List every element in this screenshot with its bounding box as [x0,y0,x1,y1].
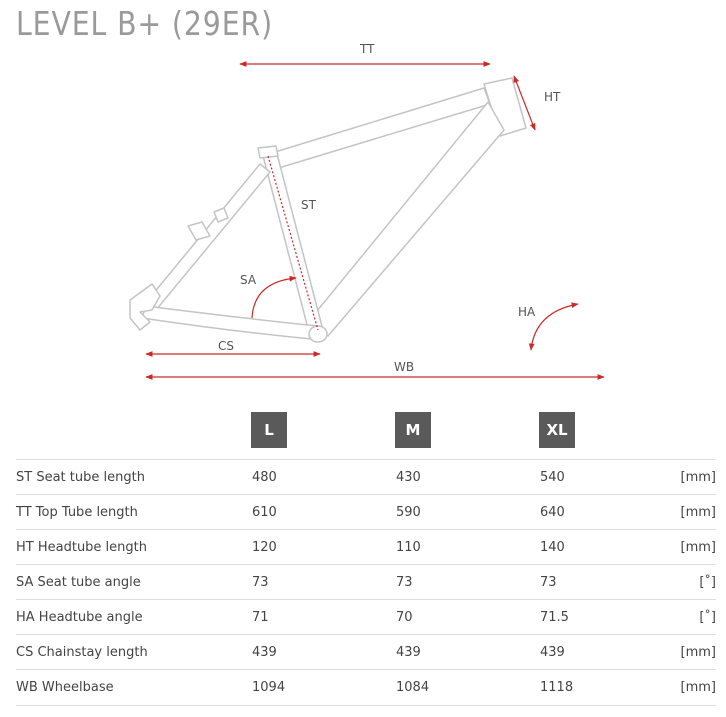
value-xl: 640 [540,505,565,520]
ha-angle-arc [531,304,578,350]
value-xl: 439 [540,645,565,660]
table-row-cs [16,634,716,670]
value-m: 430 [396,470,421,485]
value-m: 73 [396,575,413,590]
value-l: 71 [252,610,269,625]
size-header-m: M [395,412,431,448]
cs-label: CS [218,339,234,353]
row-label: TT Top Tube length [16,505,138,520]
row-label: CS Chainstay length [16,645,148,660]
unit: [˚] [699,575,716,590]
sa-angle-arc [252,278,296,318]
row-label: HA Headtube angle [16,610,143,625]
unit: [mm] [680,680,716,695]
value-xl: 1118 [540,680,574,695]
row-label: SA Seat tube angle [16,575,141,590]
value-l: 1094 [252,680,286,695]
unit: [mm] [680,470,716,485]
value-m: 439 [396,645,421,660]
table-row-st [16,459,716,495]
value-xl: 540 [540,470,565,485]
seat-tube [262,150,324,336]
wb-label: WB [394,360,415,374]
value-m: 590 [396,505,421,520]
value-xl: 73 [540,575,557,590]
unit: [mm] [680,505,716,520]
table-row-ht [16,529,716,565]
ha-label: HA [518,305,536,319]
table-row-ha [16,599,716,635]
bike-frame [130,78,526,342]
row-label: ST Seat tube length [16,470,145,485]
table-row-tt [16,494,716,530]
row-label: HT Headtube length [16,540,147,555]
value-l: 439 [252,645,277,660]
value-xl: 140 [540,540,565,555]
unit: [˚] [699,610,716,625]
value-l: 480 [252,470,277,485]
ht-label: HT [544,90,561,104]
table-row-wb [16,669,716,706]
brake-mount [188,222,210,240]
unit: [mm] [680,540,716,555]
row-label: WB Wheelbase [16,680,114,695]
bottom-bracket [309,326,327,342]
chainstay [142,306,322,340]
value-l: 73 [252,575,269,590]
size-header-xl: XL [539,412,575,448]
value-l: 120 [252,540,277,555]
value-m: 70 [396,610,413,625]
unit: [mm] [680,645,716,660]
value-m: 110 [396,540,421,555]
size-header-l: L [251,412,287,448]
tt-label: TT [360,42,375,56]
value-m: 1084 [396,680,430,695]
table-row-sa [16,564,716,600]
sa-label: SA [240,273,257,287]
page-title: LEVEL B+ (29ER) [16,4,274,43]
value-l: 610 [252,505,277,520]
value-xl: 71.5 [540,610,569,625]
st-label: ST [301,198,316,212]
